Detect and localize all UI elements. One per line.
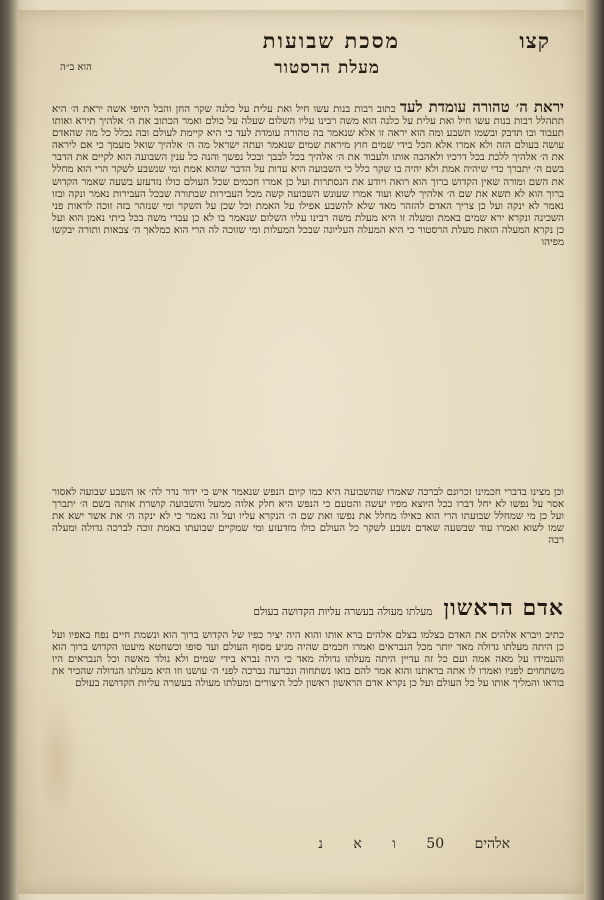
section-heading-subtitle: מעלתו מעולה בעשרה עליות הקדושה בעולם [253, 606, 433, 618]
opening-phrase: יראת ה׳ טהורה עומדת לעד [399, 100, 564, 116]
main-text-content: כתוב רבות בנות עשו חיל ואת עלית על כלנה שקר החן והבל היופי אשה יראת ה׳ היא תתהלל רבות בנות עשו חיל ואת עלית על כלנה הוא משה רבינו עליו השלום שעלה על כולם ואמר הכתוב את ה׳ אלהיך תירא ואותו תעבוד ובו תדבק ובשמו תשבע ומה הוא יראה זו אלא שנאמר בה טהורה עומדת לעד כי היא קיימת לעולם ובה נכלל כל מה שהאדם עושה בעולם הזה ולא אמרו אלא הכל בידי שמים חוץ מיראת שמים שנאמר ועתה ישראל מה ה׳ אלהיך שואל מעמך כי אם ליראה את ה׳ אלהיך ללכת בכל דרכיו ולאהבה אותו ולעבוד את ה׳ אלהיך בכל לבבך ובכל נפשך והנה כל ענין השבועה הוא לקיים את הדבר בשם ה׳ יתברך כדי שיהיה אמת ולא יהיה בו שקר כלל כי השבועה היא עדות על הדבר שהוא אמת ומי שנשבע לשקר הרי הוא מחלל את השם ומורה שאין הקדוש ברוך הוא רואה ויודע את הנסתרות ועל כן אמרו חכמים שכל העולם כולו נזדעזע בשעה שאמר הקדוש ברוך הוא לא תשא את שם ה׳ אלהיך לשוא ועוד אמרו שעונש השבועה קשה מכל העבירות שבתורה שבכל העבירות נאמר ונקה ובזו נאמר לא ינקה ועל כן צריך האדם להזהר מאד שלא להשבע אפילו על האמת וכל שכן על השקר ומי שנזהר בזה זוכה לראות פני השכינה ונקרא ירא שמים באמת ומעלה זו היא מעלת משה רבינו עליו השלום שנאמר בו לא כן עבדי משה בכל ביתי נאמן הוא ועל כן נקרא המעלה הזאת מעלת הרסטור כי היא המעלה העליונה שבכל המעלות ומי שזוכה לה הרי הוא כמלאך ה׳ צבאות ותורה יבקשו מפיהו [52, 104, 564, 249]
second-text-block [52, 630, 564, 825]
tractate-title: מסכת שבועות [262, 28, 400, 53]
section-title: מעלת הרסטור [274, 58, 380, 78]
section-heading-title: אדם הראשון [443, 595, 564, 621]
section-heading [52, 595, 564, 625]
footer-mark: ו [392, 836, 396, 852]
footer-mark: א [353, 836, 362, 852]
header-aside-note: הוא ב״ה [60, 62, 92, 73]
continuation-text-block [52, 487, 564, 593]
main-text-block [52, 100, 564, 485]
footer-catchword: אלהים [474, 836, 510, 852]
page-header [50, 28, 550, 80]
folio-number: קצו [519, 28, 550, 53]
footer-number: 50 [426, 836, 445, 852]
continuation-text-content: וכן מצינו בדברי חכמינו זכרונם לברכה שאמרו שהשבועה היא כמו קיום הנפש שנאמר איש כי ידור נדר לה׳ או השבע שבועה לאסור אסר על נפשו לא יחל דברו ככל היוצא מפיו יעשה והטעם כי הנפש היא חלק אלוה ממעל והשבועה קושרת אותה בשם ה׳ יתברך ועל כן מי שמחלל שבועתו הרי הוא כאילו מחלל את נפשו ואת שם ה׳ הנקרא עליו ועל זה נאמר כי לא ינקה ה׳ את אשר ישא את שמו לשוא ואמרו עוד שבשעה שאדם נשבע לשקר כל העולם כולו מזדעזע ומי שמקיים שבועתו באמת זוכה לברכה גדולה ומעלה רבה [52, 487, 564, 547]
page-footer-signature-marks [150, 836, 510, 860]
footer-mark: נ [318, 836, 323, 852]
second-text-content: כתיב ויברא אלהים את האדם בצלמו בצלם אלהים ברא אותו והוא היה יציר כפיו של הקדוש ברוך הוא ונשמת חיים נפח באפיו ועל כן היתה מעלתו גדולה מאד יותר מכל הנבראים ואמרו חכמים שהיה מגיע מסוף העולם ועד סופו וכשחטא מיעטו הקדוש ברוך הוא והעמידו על מאה אמה ועם כל זה עדיין היתה מעלתו גדולה מאד כי היה נברא בידי שמים ולא נולד מאשה וכל הנבראים היו משתחוים לפניו ואמרו לו אתה בראתנו והוא אמר להם בואו נשתחוה ונכרעה נברכה לפני ה׳ עושנו וזו היא מעלתו הגדולה שהכיר את בוראו והמליך אותו על כל העולם ועל כן נקרא אדם הראשון ראשון לכל היצורים ומעלתו מעולה בעשרה עליות הקדושה בעולם [52, 630, 564, 690]
